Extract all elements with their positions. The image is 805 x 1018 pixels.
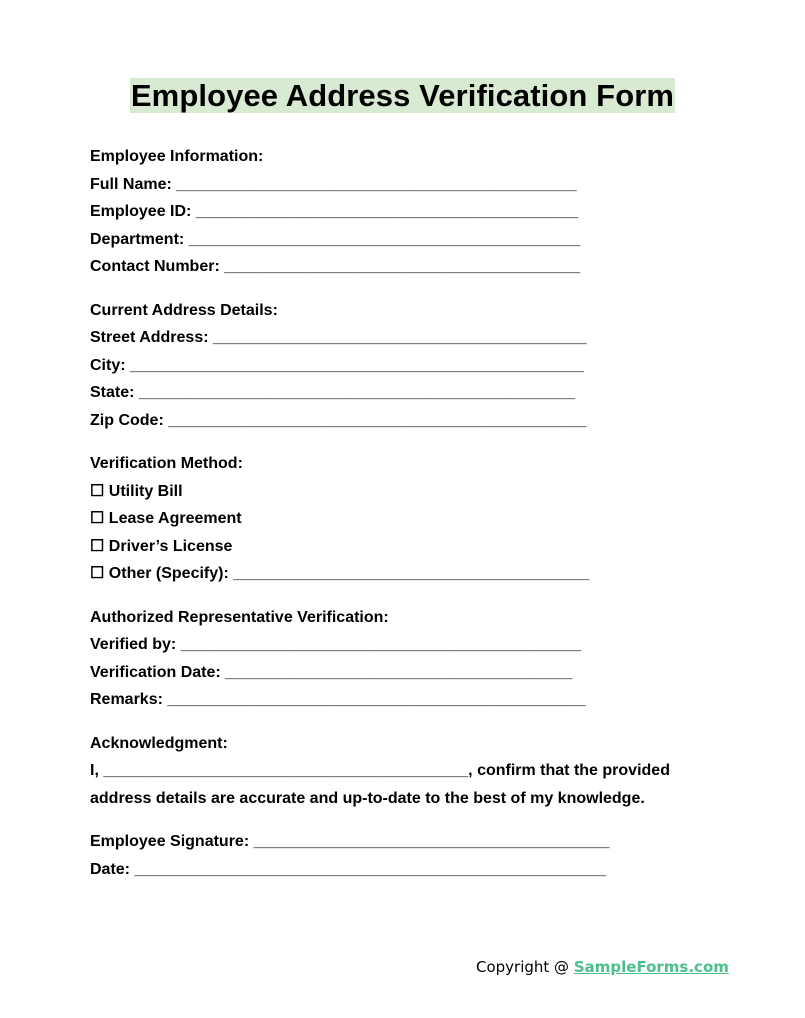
acknowledgment-section: [90, 730, 730, 813]
zip-code-field[interactable]: Zip Code: _______________________________________________: [90, 411, 587, 429]
contact-number-field[interactable]: Contact Number: ________________________________________: [90, 258, 581, 275]
copyright-prefix: Copyright @: [476, 958, 574, 976]
representative-heading: Authorized Representative Verification:: [90, 608, 389, 626]
verification-method-heading: Verification Method:: [90, 455, 243, 472]
department-field[interactable]: Department: ____________________________________________: [90, 230, 581, 248]
state-field[interactable]: State: _________________________________________________: [90, 384, 575, 401]
employee-id-field[interactable]: Employee ID: ___________________________________________: [90, 203, 579, 220]
employee-information-section: [90, 143, 730, 281]
employee-signature-field[interactable]: Employee Signature: ________________________________________: [90, 833, 610, 850]
signature-date-field[interactable]: Date: _____________________________________________________: [90, 860, 607, 878]
address-section: [90, 297, 730, 435]
address-heading: Current Address Details:: [90, 301, 278, 319]
form-title: Employee Address Verification Form: [130, 78, 675, 113]
city-field[interactable]: City: ___________________________________________________: [90, 356, 584, 374]
street-address-field[interactable]: Street Address: __________________________________________: [90, 329, 587, 346]
remarks-field[interactable]: Remarks: _______________________________________________: [90, 691, 586, 708]
verification-date-field[interactable]: Verification Date: _______________________________________: [90, 663, 573, 681]
other-specify-checkbox[interactable]: ☐ Other (Specify): ________________________________________: [90, 565, 590, 582]
representative-section: [90, 604, 730, 714]
sampleforms-link[interactable]: SampleForms.com: [573, 958, 729, 976]
employee-information-heading: Employee Information:: [90, 148, 264, 165]
acknowledgment-heading: Acknowledgment:: [90, 734, 228, 752]
signature-section: [90, 828, 730, 883]
verification-method-section: [90, 450, 730, 588]
acknowledgment-text[interactable]: I, _________________________________________, confirm that the provided address details are accurate and up-to-date to the best of my knowledge.: [90, 762, 675, 807]
lease-agreement-checkbox[interactable]: ☐ Lease Agreement: [90, 510, 242, 527]
full-name-field[interactable]: Full Name: _____________________________________________: [90, 175, 577, 193]
verified-by-field[interactable]: Verified by: _____________________________________________: [90, 636, 582, 653]
form-body: [90, 143, 730, 899]
form-title-container: [0, 78, 805, 113]
copyright-footer: [476, 958, 729, 976]
drivers-license-checkbox[interactable]: ☐ Driver’s License: [90, 537, 233, 555]
utility-bill-checkbox[interactable]: ☐ Utility Bill: [90, 482, 183, 500]
